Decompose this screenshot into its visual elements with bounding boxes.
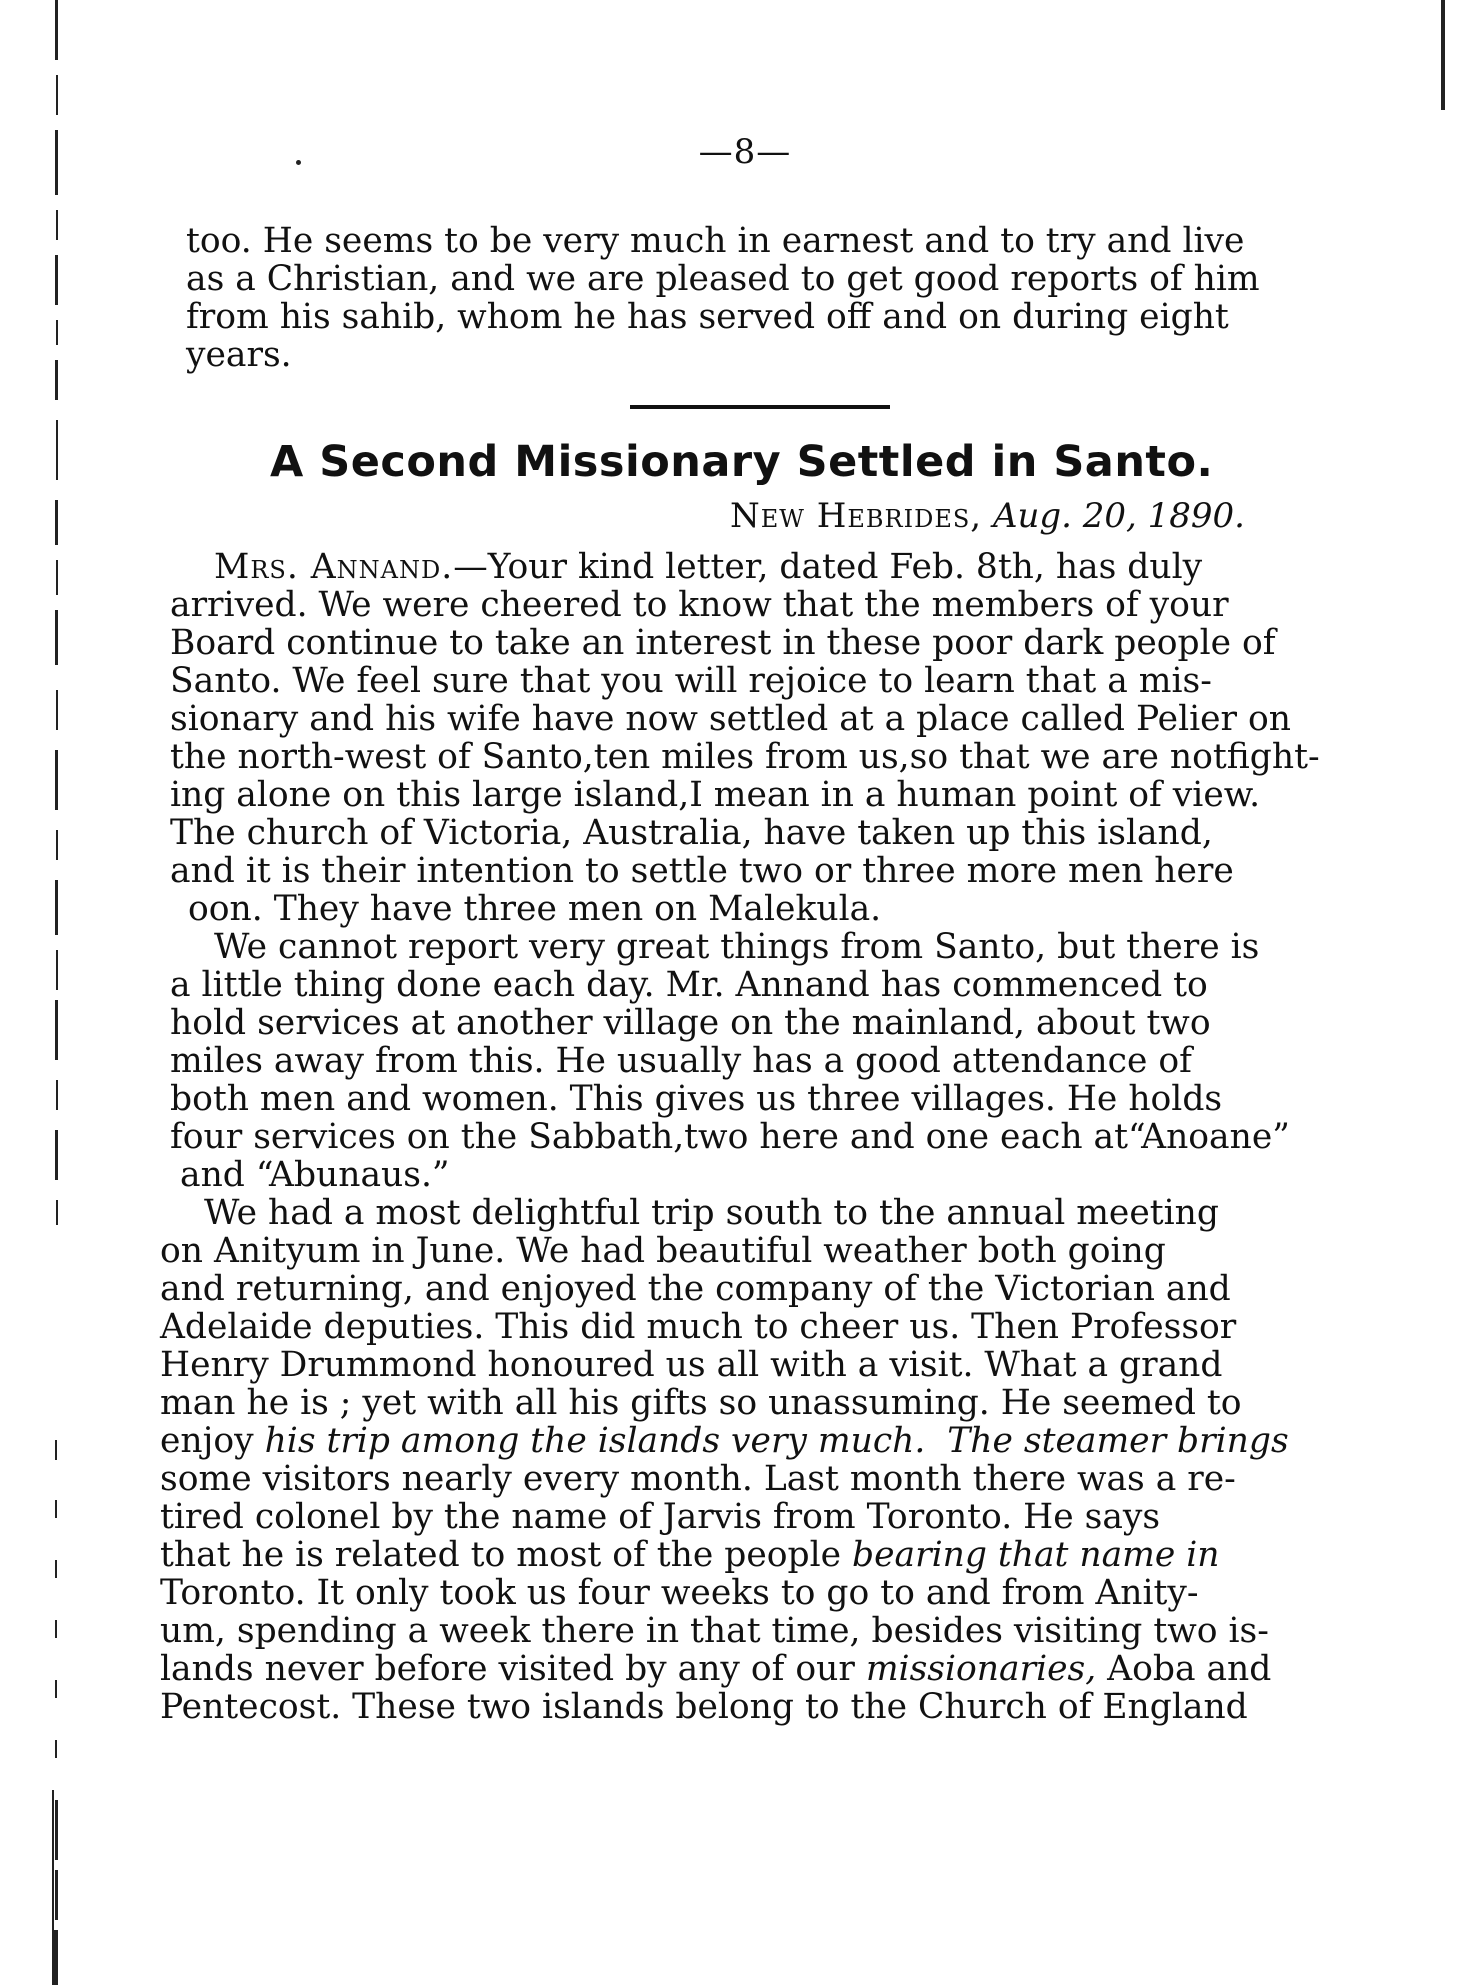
text-line: four services on the Sabbath,two here and one each at“Anoane” bbox=[170, 1117, 1290, 1157]
text-line: miles away from this. He usually has a good attendance of bbox=[170, 1041, 1192, 1081]
text-line bbox=[170, 548, 1370, 586]
text-span bbox=[925, 1421, 947, 1461]
text-line: We had a most delightful trip south to the annual meeting bbox=[204, 1193, 1219, 1233]
italic-span: The steamer brings bbox=[947, 1421, 1289, 1461]
italic-span: bearing that name in bbox=[852, 1535, 1220, 1575]
text-line bbox=[160, 1422, 1360, 1460]
text-span: —Your kind letter, dated Feb. 8th, has duly bbox=[453, 547, 1203, 587]
text-line: The church of Victoria, Australia, have taken up this island, bbox=[170, 813, 1213, 853]
text-line: Pentecost. These two islands belong to the Church of England bbox=[160, 1687, 1248, 1727]
dateline-date: Aug. 20, 1890. bbox=[992, 496, 1245, 536]
text-span: enjoy bbox=[160, 1421, 265, 1461]
section-divider bbox=[630, 405, 890, 409]
text-line bbox=[160, 1650, 1360, 1688]
text-line: Board continue to take an interest in these poor dark people of bbox=[170, 623, 1276, 663]
text-line: and it is their intention to settle two or three more men here bbox=[170, 851, 1234, 891]
text-line bbox=[160, 1536, 1360, 1574]
text-line: Adelaide deputies. This did much to cheer us. Then Professor bbox=[160, 1307, 1237, 1347]
text-line: man he is ; yet with all his gifts so unassuming. He seemed to bbox=[160, 1383, 1242, 1423]
italic-span: missionaries, bbox=[865, 1649, 1097, 1689]
text-line: Santo. We feel sure that you will rejoice to learn that a mis- bbox=[170, 661, 1212, 701]
paragraph-1 bbox=[170, 548, 1370, 928]
text-span: lands never before visited by any of our bbox=[160, 1649, 866, 1689]
text-line: We cannot report very great things from Santo, but there is bbox=[214, 927, 1260, 967]
text-line: and “Abunaus.” bbox=[180, 1155, 450, 1195]
text-line: some visitors nearly every month. Last month there was a re- bbox=[160, 1459, 1236, 1499]
page-number: —8— bbox=[698, 132, 792, 172]
speaker-name: Mrs. Annand. bbox=[214, 547, 454, 587]
text-line: from his sahib, whom he has served off and on during eight bbox=[186, 297, 1229, 337]
text-line: um, spending a week there in that time, besides visiting two is- bbox=[160, 1611, 1269, 1651]
text-line: on Anityum in June. We had beautiful weather both going bbox=[160, 1231, 1166, 1271]
text-line: ing alone on this large island,I mean in a human point of view. bbox=[170, 775, 1261, 815]
text-line: arrived. We were cheered to know that the members of your bbox=[170, 585, 1229, 625]
text-line: the north-west of Santo,ten miles from us,so that we are notfight- bbox=[170, 737, 1320, 777]
paragraph-3 bbox=[160, 1194, 1360, 1726]
italic-span: his trip among the islands very much. bbox=[264, 1421, 926, 1461]
text-span: Aoba and bbox=[1096, 1649, 1272, 1689]
text-span: that he is related to most of the people bbox=[160, 1535, 853, 1575]
text-line: oon. They have three men on Malekula. bbox=[188, 889, 882, 929]
right-edge-mark bbox=[1441, 0, 1445, 110]
text-line: hold services at another village on the mainland, about two bbox=[170, 1003, 1211, 1043]
text-line: Toronto. It only took us four weeks to go to and from Anity- bbox=[160, 1573, 1199, 1613]
text-line: Henry Drummond honoured us all with a visit. What a grand bbox=[160, 1345, 1223, 1385]
dateline-place: New Hebrides, bbox=[730, 496, 983, 536]
text-line: a little thing done each day. Mr. Annand has commenced to bbox=[170, 965, 1208, 1005]
article-heading: A Second Missionary Settled in Santo. bbox=[270, 437, 1214, 487]
text-line: both men and women. This gives us three villages. He holds bbox=[170, 1079, 1223, 1119]
dateline bbox=[730, 496, 1245, 536]
binding-edge-marks bbox=[52, 0, 66, 1985]
text-line: years. bbox=[186, 335, 292, 375]
text-line: as a Christian, and we are pleased to get good reports of him bbox=[186, 259, 1260, 299]
paragraph-2 bbox=[170, 928, 1370, 1194]
text-line: tired colonel by the name of Jarvis from Toronto. He says bbox=[160, 1497, 1161, 1537]
text-line: too. He seems to be very much in earnest and to try and live bbox=[186, 221, 1245, 261]
text-line: and returning, and enjoyed the company of the Victorian and bbox=[160, 1269, 1231, 1309]
text-line: sionary and his wife have now settled at a place called Pelier on bbox=[170, 699, 1291, 739]
stray-dot bbox=[296, 160, 301, 165]
opening-paragraph bbox=[186, 222, 1386, 374]
